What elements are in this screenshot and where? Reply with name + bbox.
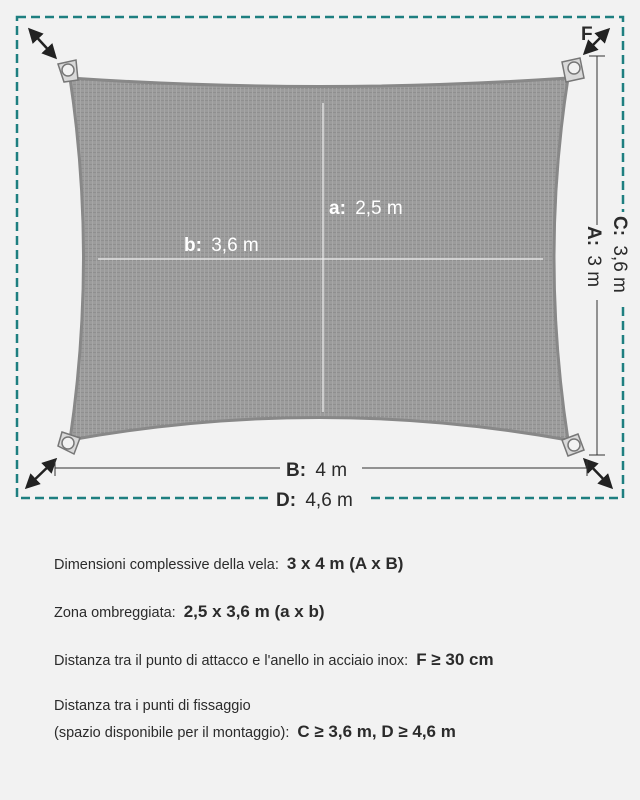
spec-overall-label: Dimensioni complessive della vela: [54,557,279,573]
spec-shade-value: 2,5 x 3,6 m (a x b) [183,602,325,621]
spec-fixing-distance [54,698,456,741]
spec-shade-area [54,602,325,622]
label-C: C: 3,6 m [609,216,630,293]
label-A: A: 3 m [583,226,604,288]
spec-overall-value: 3 x 4 m (A x B) [286,554,404,573]
spec-fixing-label-line2: (spazio disponibile per il montaggio): [54,725,290,741]
label-a: a: 2,5 m [329,198,403,219]
label-B: B: 4 m [286,460,348,481]
steel-ring-top-right [562,58,584,82]
label-D: D: 4,6 m [276,490,353,511]
attach-arrow-bottom-right [585,460,611,487]
spec-attach-label: Distanza tra il punto di attacco e l'anello in acciaio inox: [54,653,409,669]
spec-attach-distance [54,650,494,670]
spec-attach-value: F ≥ 30 cm [416,650,494,669]
spec-fixing-value: C ≥ 3,6 m, D ≥ 4,6 m [297,722,456,741]
steel-ring-top-left [58,60,78,82]
spec-overall-dimensions [54,554,403,574]
spec-fixing-label-line1: Distanza tra i punti di fissaggio [54,698,251,714]
spec-shade-label: Zona ombreggiata: [54,605,176,621]
attach-arrow-bottom-left [27,460,55,487]
label-F: F [581,24,593,45]
label-b: b: 3,6 m [184,235,259,256]
attach-arrow-top-left [30,30,55,57]
